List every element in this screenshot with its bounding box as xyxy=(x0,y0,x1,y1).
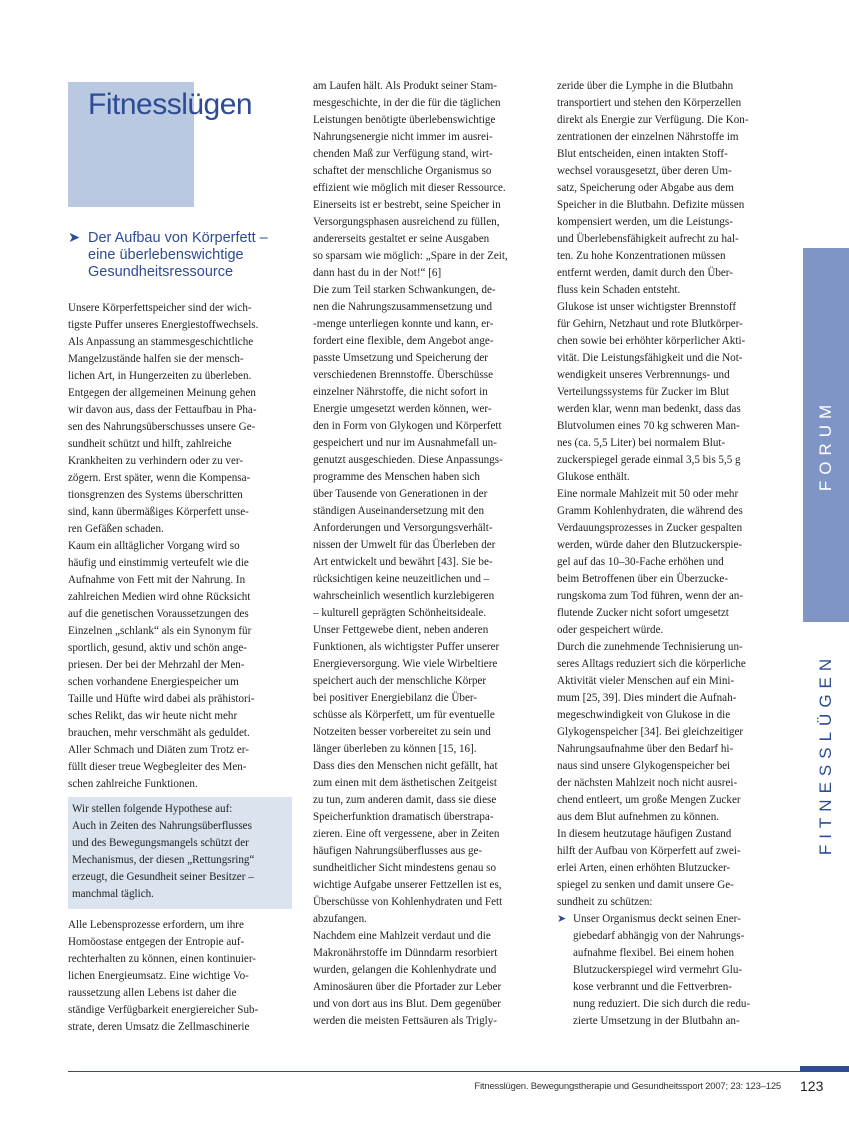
paragraph xyxy=(313,758,537,928)
text-line: zentrationen der einzelnen Nährstoffe im xyxy=(557,131,739,143)
text-line: wichtige Aufgabe unserer Fettzellen ist es, xyxy=(313,879,502,891)
text-line: dann hast du in der Not!“ [6] xyxy=(313,267,442,279)
text-line: Gramm Kohlenhydraten, die während des xyxy=(557,505,743,517)
text-line: fordert eine flexible, dem Angebot ange- xyxy=(313,335,494,347)
text-line: Makronährstoffe im Dünndarm resorbiert xyxy=(313,947,498,959)
footer-accent-bar xyxy=(800,1066,849,1072)
text-line: entfernt werden, damit durch den Über- xyxy=(557,267,733,279)
text-line: sundheitlicher Sicht mindestens genau so xyxy=(313,862,497,874)
text-line: Glykogenspeicher [34]. Bei gleichzeitiger xyxy=(557,726,744,738)
text-line: gel auf das 10–30-Fache erhöhen und xyxy=(557,556,724,568)
text-line: nes (ca. 5,5 Liter) bei normalem Blut- xyxy=(557,437,726,449)
paragraph xyxy=(313,78,537,282)
text-line: ständige Verfügbarkeit energiereicher Sub- xyxy=(68,1004,259,1016)
text-line: effizient wie möglich mit dieser Ressource. xyxy=(313,182,506,194)
text-line: Überschüsse von Kohlenhydraten und Fett xyxy=(313,896,503,908)
text-line: zögern. Erst später, wenn die Kompensa- xyxy=(68,472,251,484)
text-line: Aktivität vieler Menschen auf ein Mini- xyxy=(557,675,735,687)
text-line: am Laufen hält. Als Produkt seiner Stam- xyxy=(313,80,497,92)
text-line: Krankheiten zu verhindern oder zu ver- xyxy=(68,455,244,467)
text-line: Glukose enthält. xyxy=(557,471,630,483)
text-line: kose verbrannt und die Fettverbren- xyxy=(573,981,732,993)
text-line: sen des Nahrungsüberschusses unsere Ge- xyxy=(68,421,256,433)
paragraph xyxy=(557,78,781,299)
paragraph xyxy=(68,538,292,793)
subheading-line: Der Aufbau von Körperfett – xyxy=(88,230,268,246)
section-label-forum: FORUM xyxy=(816,398,835,492)
text-line: Aufnahme von Fett mit der Nahrung. In xyxy=(68,574,246,586)
text-line: Durch die zunehmende Technisierung un- xyxy=(557,641,743,653)
text-line: werden klar, wenn man bedenkt, dass das xyxy=(557,403,741,415)
subheading-line: eine überlebenswichtige xyxy=(88,247,244,263)
text-line: wir davon aus, dass der Fettaufbau in Pha- xyxy=(68,404,257,416)
text-line: mesgeschichte, in der die für die täglichen xyxy=(313,97,501,109)
text-line: Unsere Körperfettspeicher sind der wich- xyxy=(68,302,252,314)
text-line: kompensiert werden, um die Leistungs- xyxy=(557,216,733,228)
arrow-bullet-icon: ➤ xyxy=(557,913,567,925)
page-number: 123 xyxy=(800,1078,824,1094)
text-line: auf die genetischen Voraussetzungen des xyxy=(68,608,249,620)
text-line: und des Bewegungsmangels schützt der xyxy=(72,837,249,849)
text-line: Einzelnen „schlank“ als ein Synonym für xyxy=(68,625,252,637)
text-line: sundheit zu schützen: xyxy=(557,896,653,908)
text-line: zierte Umsetzung in der Blutbahn an- xyxy=(573,1015,740,1027)
arrow-icon: ➤ xyxy=(68,230,81,246)
text-line: tionsgrenzen des Systems überschritten xyxy=(68,489,243,501)
text-line: Einerseits ist er bestrebt, seine Speicher in xyxy=(313,199,501,211)
text-line: Dass dies den Menschen nicht gefällt, hat xyxy=(313,760,498,772)
text-line: Nahrungsaufnahme über den Bedarf hi- xyxy=(557,743,734,755)
text-column-3 xyxy=(557,78,781,1030)
text-line: lichen Art, in Hungerzeiten zu überleben. xyxy=(68,370,252,382)
text-line: – kulturell geprägten Schönheitsideale. xyxy=(313,607,487,619)
text-line: tigste Puffer unseres Energiestoffwechsels. xyxy=(68,319,259,331)
text-line: Alle Lebensprozesse erfordern, um ihre xyxy=(68,919,244,931)
text-line: strate, deren Umsatz die Zellmaschinerie xyxy=(68,1021,250,1033)
text-line: werden die meisten Fettsäuren als Trigly- xyxy=(313,1015,497,1027)
text-line: rungskoma zum Tod führen, wenn der an- xyxy=(557,590,744,602)
text-line: schen vorhandene Energiespeicher um xyxy=(68,676,239,688)
text-line: direkt als Energie zur Verfügung. Die Kon- xyxy=(557,114,749,126)
text-line: Anforderungen und Versorgungsverhält- xyxy=(313,522,493,534)
text-line: chend entleert, um große Mengen Zucker xyxy=(557,794,741,806)
text-line: ten. Zu hohe Konzentrationen müssen xyxy=(557,250,726,262)
text-line: wurden, gelangen die Kohlenhydrate und xyxy=(313,964,497,976)
text-line: sportlich, gesund, aktiv und schön ange- xyxy=(68,642,248,654)
text-line: Homöostase entgegen der Entropie auf- xyxy=(68,936,245,948)
text-line: über Tausende von Generationen in der xyxy=(313,488,488,500)
text-line: chenden Maß zur Verfügung stand, wirt- xyxy=(313,148,493,160)
text-line: fluss kein Schaden entsteht. xyxy=(557,284,681,296)
section-subheading xyxy=(68,230,298,281)
text-line: Aminosäuren über die Pfortader zur Leber xyxy=(313,981,502,993)
text-line: Verdauungsprozesses in Zucker gespalten xyxy=(557,522,743,534)
text-line: zahlreichen Medien wird ohne Rücksicht xyxy=(68,591,251,603)
text-line: Nahrungsenergie nicht immer im ausrei- xyxy=(313,131,493,143)
text-line: ren Gefäßen schaden. xyxy=(68,523,164,535)
text-line: Blutzuckerspiegel wird vermehrt Glu- xyxy=(573,964,743,976)
text-line: mum [25, 39]. Dies mindert die Aufnah- xyxy=(557,692,737,704)
paragraph xyxy=(557,299,781,486)
text-line: genutzt ausgeschieden. Diese Anpassungs- xyxy=(313,454,503,466)
text-line: Wir stellen folgende Hypothese auf: xyxy=(72,803,233,815)
text-line: beim Betroffenen über ein Überzucke- xyxy=(557,573,729,585)
footer-citation: Fitnesslügen. Bewegungstherapie und Gesundheitssport 2007; 23: 123–125 xyxy=(474,1081,781,1092)
text-line: Aller Schmach und Diäten zum Trotz er- xyxy=(68,744,249,756)
text-column-1 xyxy=(68,300,292,1036)
text-line: seres Alltags reduziert sich die körperliche xyxy=(557,658,746,670)
text-line: Unser Organismus deckt seinen Ener- xyxy=(573,913,741,925)
text-line: raussetzung allen Lebens ist daher die xyxy=(68,987,237,999)
text-line: -menge unterliegen konnte und kann, er- xyxy=(313,318,494,330)
text-line: zu tun, zum anderen damit, dass sie diese xyxy=(313,794,497,806)
text-line: schaftet der menschliche Organismus so xyxy=(313,165,492,177)
text-line: Taille und Hüfte wird dabei als prähistori- xyxy=(68,693,255,705)
text-line: und Überlebensfähigkeit aufrecht zu hal- xyxy=(557,233,739,245)
text-line: länger überleben zu können [15, 16]. xyxy=(313,743,477,755)
text-line: den in Form von Glykogen und Körperfett xyxy=(313,420,502,432)
text-line: brauchen, mehr verschmäht als geduldet. xyxy=(68,727,250,739)
text-line: Glukose ist unser wichtigster Brennstoff xyxy=(557,301,737,313)
text-line: rücksichtigen keine neuzeitlichen und – xyxy=(313,573,490,585)
text-line: wechsel vorausgesetzt, über deren Um- xyxy=(557,165,732,177)
paragraph xyxy=(313,928,537,1030)
subheading-line: Gesundheitsressource xyxy=(88,264,234,280)
text-line: Nachdem eine Mahlzeit verdaut und die xyxy=(313,930,491,942)
text-line: priesen. Der bei der Mehrzahl der Men- xyxy=(68,659,245,671)
text-line: wendigkeit unseres Verbrennungs- und xyxy=(557,369,730,381)
text-line: Funktionen, als wichtigster Puffer unserer xyxy=(313,641,500,653)
text-line: und von dort aus ins Blut. Dem gegenüber xyxy=(313,998,501,1010)
text-line: In diesem heutzutage häufigen Zustand xyxy=(557,828,732,840)
text-line: Mangelzustände halfen sie der mensch- xyxy=(68,353,244,365)
paragraph xyxy=(313,622,537,758)
text-line: zuckerspiegel gerade einmal 3,5 bis 5,5 g xyxy=(557,454,741,466)
text-line: chen sowie bei erhöhter körperlicher Akti- xyxy=(557,335,746,347)
text-line: ständigen Auseinandersetzung mit den xyxy=(313,505,484,517)
text-line: sundheit schützt und hilft, zahlreiche xyxy=(68,438,232,450)
text-line: Eine normale Mahlzeit mit 50 oder mehr xyxy=(557,488,739,500)
text-line: erlei Arten, einen erhöhten Blutzucker- xyxy=(557,862,731,874)
paragraph xyxy=(68,917,292,1036)
text-line: Blutvolumen eines 70 kg schweren Man- xyxy=(557,420,740,432)
text-line: naus sind unsere Glykogenspeicher bei xyxy=(557,760,731,772)
text-line: flutende Zucker nicht sofort umgesetzt xyxy=(557,607,729,619)
text-line: zum einen mit dem ästhetischen Zeitgeist xyxy=(313,777,497,789)
text-line: manchmal täglich. xyxy=(72,888,154,900)
text-line: Die zum Teil starken Schwankungen, de- xyxy=(313,284,496,296)
footer-rule xyxy=(68,1071,848,1072)
text-line: sches Relikt, das wir heute nicht mehr xyxy=(68,710,238,722)
text-line: Leistungen benötigte überlebenswichtige xyxy=(313,114,496,126)
text-line: häufig und einstimmig verteufelt wie die xyxy=(68,557,249,569)
text-line: werden, würde daher den Blutzuckerspie- xyxy=(557,539,743,551)
text-line: megeschwindigkeit von Glukose in die xyxy=(557,709,731,721)
text-line: für Gehirn, Netzhaut und rote Blutkörper- xyxy=(557,318,743,330)
text-line: Versorgungsphasen ausreichend zu füllen, xyxy=(313,216,500,228)
text-line: andererseits gestaltet er seine Ausgaben xyxy=(313,233,490,245)
text-line: satz, Speicherung oder Abgabe aus dem xyxy=(557,182,734,194)
text-line: häufigen Nahrungsüberflusses aus ge- xyxy=(313,845,483,857)
text-line: Speicher in die Blutbahn. Defizite müssen xyxy=(557,199,745,211)
paragraph xyxy=(557,639,781,826)
text-line: füllt dieser treue Wegbegleiter des Men- xyxy=(68,761,247,773)
text-line: Speicherfunktion dramatisch überstrapa- xyxy=(313,811,494,823)
text-line: speichert auch der menschliche Körper xyxy=(313,675,487,687)
text-line: der nächsten Mahlzeit noch nicht ausrei- xyxy=(557,777,738,789)
text-line: nung reduziert. Die sich durch die redu- xyxy=(573,998,751,1010)
text-line: transportiert und stehen den Körperzellen xyxy=(557,97,742,109)
text-line: Energieversorgung. Wie viele Wirbeltiere xyxy=(313,658,498,670)
text-line: Art entwickelt und bewährt [43]. Sie be- xyxy=(313,556,493,568)
text-line: wahrscheinlich wesentlich kurzlebigeren xyxy=(313,590,495,602)
section-label-fitnessluegen: FITNESSLÜGEN xyxy=(816,652,835,856)
text-line: rechterhalten zu können, einen kontinuier- xyxy=(68,953,256,965)
text-line: Unser Fettgewebe dient, neben anderen xyxy=(313,624,489,636)
text-line: einzelner Nährstoffe, die nicht sofort in xyxy=(313,386,488,398)
text-line: nissen der Umwelt für das Überleben der xyxy=(313,539,496,551)
text-line: aufnahme flexibel. Bei einem hohen xyxy=(573,947,735,959)
text-line: programme des Menschen haben sich xyxy=(313,471,480,483)
text-line: Blut entscheiden, einen intakten Stoff- xyxy=(557,148,728,160)
text-column-2 xyxy=(313,78,537,1030)
text-line: Verteilungssystems für Zucker im Blut xyxy=(557,386,729,398)
bullet-list-item xyxy=(557,911,781,1030)
text-line: abzufangen. xyxy=(313,913,367,925)
text-line: Entgegen der allgemeinen Meinung gehen xyxy=(68,387,256,399)
article-title: Fitnesslügen xyxy=(88,88,253,121)
text-line: gespeichert und nur im Ausnahmefall un- xyxy=(313,437,497,449)
text-line: lichen Energieumsatz. Eine wichtige Vo- xyxy=(68,970,249,982)
text-line: giebedarf abhängig von der Nahrungs- xyxy=(573,930,745,942)
text-line: zieren. Eine oft vergessene, aber in Zeiten xyxy=(313,828,500,840)
bullet-text xyxy=(573,911,781,1030)
text-line: Kaum ein alltäglicher Vorgang wird so xyxy=(68,540,240,552)
text-line: Auch in Zeiten des Nahrungsüberflusses xyxy=(72,820,252,832)
text-line: sind, kann übermäßiges Körperfett unse- xyxy=(68,506,249,518)
paragraph xyxy=(557,826,781,911)
text-line: zeride über die Lymphe in die Blutbahn xyxy=(557,80,734,92)
paragraph xyxy=(313,282,537,622)
text-line: schüsse als Körperfett, um für eventuelle xyxy=(313,709,495,721)
text-line: oder gespeichert würde. xyxy=(557,624,664,636)
text-line: so sparsam wie möglich: „Spare in der Zeit, xyxy=(313,250,508,262)
text-line: bei positiver Energiebilanz die Über- xyxy=(313,692,478,704)
text-line: Als Anpassung an stammesgeschichtliche xyxy=(68,336,254,348)
text-line: Notzeiten besser vorbereitet zu sein und xyxy=(313,726,491,738)
text-line: erzeugt, die Gesundheit seiner Besitzer – xyxy=(72,871,254,883)
text-line: hilft der Aufbau von Körperfett auf zwei- xyxy=(557,845,741,857)
text-line: Energie umgesetzt werden können, wer- xyxy=(313,403,492,415)
text-line: spiegel zu senken und damit unsere Ge- xyxy=(557,879,734,891)
hypothesis-box xyxy=(68,797,292,909)
text-line: Mechanismus, der diesen „Rettungsring“ xyxy=(72,854,255,866)
paragraph xyxy=(68,300,292,538)
text-line: passte Umsetzung und Speicherung der xyxy=(313,352,488,364)
text-line: verschiedenen Brennstoffe. Überschüsse xyxy=(313,369,494,381)
text-line: nen die Nahrungszusammensetzung und xyxy=(313,301,492,313)
paragraph xyxy=(557,486,781,639)
text-line: vität. Die Leistungsfähigkeit und die Not- xyxy=(557,352,743,364)
text-line: schen zahlreiche Funktionen. xyxy=(68,778,198,790)
text-line: aus dem Blut aufnehmen zu können. xyxy=(557,811,720,823)
